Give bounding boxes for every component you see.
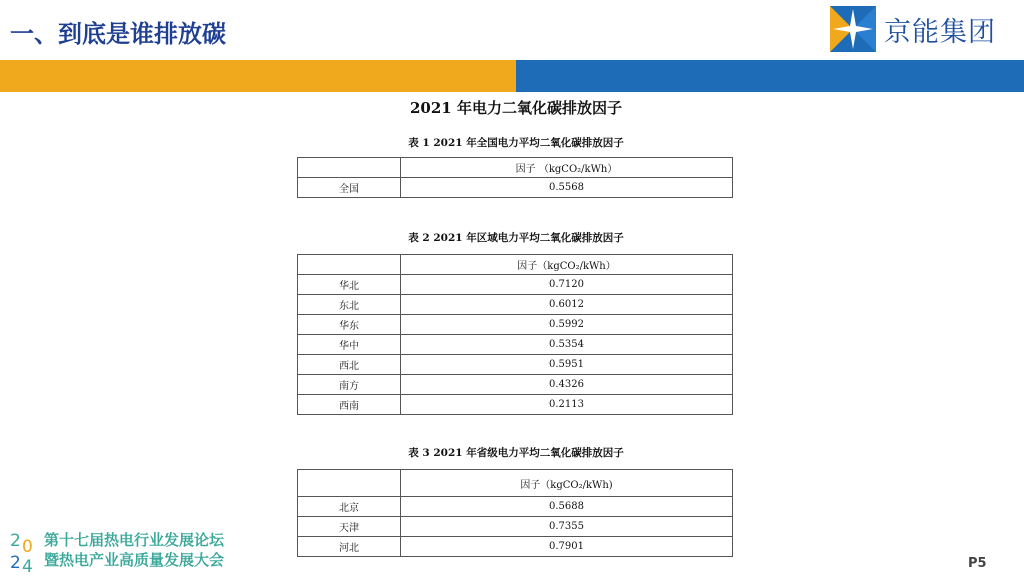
table-row	[298, 395, 733, 415]
region-cell: 华东	[298, 315, 401, 335]
value-cell: 0.5992	[401, 315, 733, 335]
table-row	[298, 295, 733, 315]
table-row	[298, 275, 733, 295]
value-cell: 0.7901	[401, 537, 733, 557]
region-cell: 东北	[298, 295, 401, 315]
value-cell: 0.4326	[401, 375, 733, 395]
table-caption: 表 2 2021 年区域电力平均二氧化碳排放因子	[408, 232, 624, 244]
table-row	[298, 178, 733, 198]
column-header: 因子（kgCO₂/kWh)	[401, 470, 733, 497]
value-cell: 0.6012	[401, 295, 733, 315]
column-header: 因子 （kgCO₂/kWh）	[401, 158, 733, 178]
region-cell: 北京	[298, 497, 401, 517]
region-cell: 华中	[298, 335, 401, 355]
svg-text:2: 2	[10, 553, 21, 572]
header-bar-blue	[516, 60, 1024, 92]
regional-factor-table	[297, 254, 733, 415]
forum-title-line2: 暨热电产业高质量发展大会	[44, 551, 225, 569]
table-row	[298, 517, 733, 537]
value-cell: 0.7355	[401, 517, 733, 537]
header-bar-orange	[0, 60, 516, 92]
provincial-factor-table	[297, 469, 733, 557]
table-header-row	[298, 470, 733, 497]
table-header-row	[298, 158, 733, 178]
region-cell: 南方	[298, 375, 401, 395]
forum-title-line1: 第十七届热电行业发展论坛	[44, 531, 225, 549]
document-image	[296, 95, 736, 557]
table-header-row	[298, 255, 733, 275]
document-title: 2021 年电力二氧化碳排放因子	[410, 99, 622, 117]
table-row	[298, 497, 733, 517]
column-header: 因子（kgCO₂/kWh）	[401, 255, 733, 275]
table-row	[298, 537, 733, 557]
svg-text:4: 4	[22, 557, 33, 572]
starburst-logo-icon	[830, 6, 876, 52]
forum-2024-logo-icon	[10, 528, 40, 572]
value-cell: 0.7120	[401, 275, 733, 295]
svg-text:0: 0	[22, 537, 33, 557]
svg-text:2: 2	[10, 531, 21, 551]
table-row	[298, 335, 733, 355]
region-cell: 天津	[298, 517, 401, 537]
region-cell: 西南	[298, 395, 401, 415]
region-cell: 全国	[298, 178, 401, 198]
value-cell: 0.5951	[401, 355, 733, 375]
page-title: 一、到底是谁排放碳	[10, 20, 226, 48]
value-cell: 0.5688	[401, 497, 733, 517]
table-caption: 表 1 2021 年全国电力平均二氧化碳排放因子	[408, 137, 624, 149]
region-cell: 华北	[298, 275, 401, 295]
logo-text: 京能集团	[884, 16, 996, 48]
table-caption: 表 3 2021 年省级电力平均二氧化碳排放因子	[408, 447, 624, 459]
value-cell: 0.5568	[401, 178, 733, 198]
region-cell: 西北	[298, 355, 401, 375]
table-row	[298, 315, 733, 335]
company-logo	[830, 6, 996, 52]
value-cell: 0.5354	[401, 335, 733, 355]
national-factor-table	[297, 157, 733, 198]
region-cell: 河北	[298, 537, 401, 557]
page-number: P5	[968, 556, 987, 571]
table-row	[298, 355, 733, 375]
table-row	[298, 375, 733, 395]
forum-title	[44, 530, 224, 570]
value-cell: 0.2113	[401, 395, 733, 415]
